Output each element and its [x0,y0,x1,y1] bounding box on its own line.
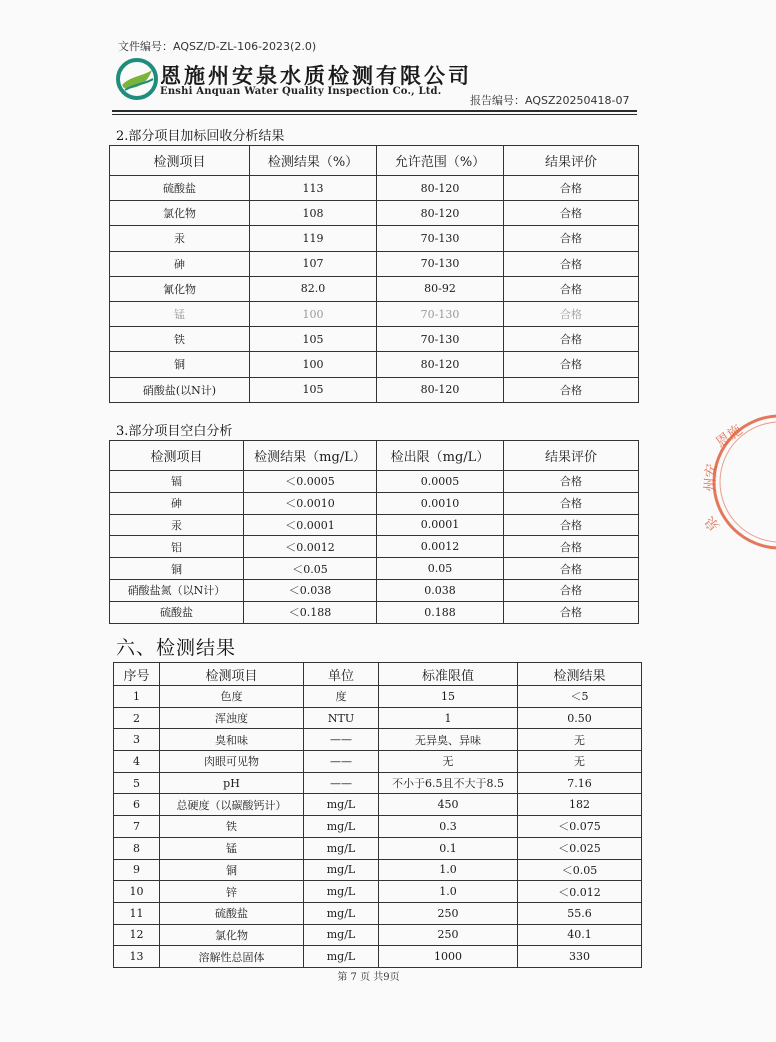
table-row [114,707,642,729]
table-cell: 无 [379,751,518,773]
table-row [114,837,642,859]
table-cell: 铁 [160,816,304,838]
table-cell: 不小于6.5且不大于8.5 [379,772,518,794]
table-cell: NTU [304,707,379,729]
table-cell: 合格 [504,226,639,251]
column-header: 单位 [304,663,379,686]
table-cell: mg/L [304,902,379,924]
table-cell: 镉 [110,471,244,493]
table-cell: ＜0.012 [518,881,642,903]
table-cell: 硫酸盐 [160,902,304,924]
table-cell: 119 [250,226,377,251]
table-cell: 80-120 [377,352,504,377]
table-cell: 0.50 [518,707,642,729]
table-cell: 铁 [110,327,250,352]
table-cell: pH [160,772,304,794]
table-row [110,536,639,558]
table-cell: mg/L [304,946,379,968]
table-cell: 7.16 [518,772,642,794]
table-cell: 113 [250,176,377,201]
table-row [114,772,642,794]
table-cell: 锰 [110,301,250,326]
table-cell: ＜0.0005 [244,471,377,493]
table-cell: 13 [114,946,160,968]
table-cell: 汞 [110,514,244,536]
table-row [114,794,642,816]
table-cell: 合格 [504,301,639,326]
table-cell: 0.05 [377,558,504,580]
table-cell: 70-130 [377,327,504,352]
header-rule [112,110,637,112]
column-header: 检测项目 [110,441,244,471]
table-cell: 铜 [110,352,250,377]
table-cell: 1 [114,686,160,708]
table-cell: 铜 [160,859,304,881]
table-cell: 0.038 [377,579,504,601]
table-row [110,514,639,536]
table-row [110,327,639,352]
table-cell: 9 [114,859,160,881]
table-cell: 合格 [504,471,639,493]
table-row [114,859,642,881]
table-cell: 108 [250,201,377,226]
table-cell: ＜0.05 [244,558,377,580]
table-cell: mg/L [304,859,379,881]
table-cell: 0.1 [379,837,518,859]
table-cell: 合格 [504,377,639,402]
table-cell: 105 [250,327,377,352]
table-cell: 合格 [504,558,639,580]
column-header: 检测项目 [110,146,250,176]
table-cell: ＜0.075 [518,816,642,838]
company-name-en: Enshi Anquan Water Quality Inspection Co., Ltd. [160,86,442,97]
table-row [114,946,642,968]
company-logo-icon [116,58,158,100]
table-cell: 40.1 [518,924,642,946]
table-header-row [110,146,639,176]
table-row [110,176,639,201]
table-cell: 无 [518,751,642,773]
table-row [114,751,642,773]
table-cell: 450 [379,794,518,816]
table-cell: 无 [518,729,642,751]
page-footer: 第 7 页 共9页 [337,972,400,983]
table-cell: 锌 [160,881,304,903]
table-cell: 合格 [504,327,639,352]
header-rule-thin [112,114,637,115]
table-row [110,276,639,301]
table-row [114,816,642,838]
column-header: 允许范围（%） [377,146,504,176]
table-row [114,902,642,924]
file-number: 文件编号：AQSZ/D-ZL-106-2023(2.0) [118,40,317,53]
table-cell: 2 [114,707,160,729]
table-cell: ＜0.0010 [244,492,377,514]
table-cell: 80-92 [377,276,504,301]
table-cell: 合格 [504,352,639,377]
table-row [114,881,642,903]
table-cell: 0.3 [379,816,518,838]
table-cell: 汞 [110,226,250,251]
table-cell: 合格 [504,176,639,201]
table-cell: 3 [114,729,160,751]
column-header: 检测结果（mg/L） [244,441,377,471]
table-cell: 182 [518,794,642,816]
table-cell: ＜0.0012 [244,536,377,558]
svg-text:泉: 泉 [701,512,724,534]
table-cell: 5 [114,772,160,794]
table-row [110,471,639,493]
table-cell: 锰 [160,837,304,859]
table-cell: 总硬度（以碳酸钙计） [160,794,304,816]
table-cell: 1 [379,707,518,729]
table-row [114,686,642,708]
table-cell: 合格 [504,276,639,301]
table-cell: 硝酸盐(以N计) [110,377,250,402]
table-cell: 0.0012 [377,536,504,558]
table-row [114,924,642,946]
table-cell: ＜5 [518,686,642,708]
table-cell: 铝 [110,536,244,558]
column-header: 检出限（mg/L） [377,441,504,471]
table-header-row [114,663,642,686]
table-cell: 1.0 [379,859,518,881]
blank-analysis-table [109,440,639,624]
table-cell: 合格 [504,579,639,601]
table-row [110,301,639,326]
table-cell: 溶解性总固体 [160,946,304,968]
table-cell: 0.0010 [377,492,504,514]
table-cell: mg/L [304,881,379,903]
recovery-table [109,145,639,403]
test-results-table [113,662,642,968]
table-row [110,377,639,402]
column-header: 检测结果 [518,663,642,686]
table-cell: 合格 [504,536,639,558]
section6-title: 六、检测结果 [116,637,237,659]
table-cell: 合格 [504,492,639,514]
table-cell: 107 [250,251,377,276]
table-cell: ＜0.0001 [244,514,377,536]
table-cell: 肉眼可见物 [160,751,304,773]
column-header: 检测结果（%） [250,146,377,176]
table-cell: 0.188 [377,601,504,623]
table-cell: 0.0005 [377,471,504,493]
table-cell: 105 [250,377,377,402]
table-cell: 色度 [160,686,304,708]
table-cell: 11 [114,902,160,924]
section2-title: 2.部分项目加标回收分析结果 [116,129,285,144]
table-cell: ＜0.188 [244,601,377,623]
column-header: 检测项目 [160,663,304,686]
table-cell: 臭和味 [160,729,304,751]
table-row [110,201,639,226]
table-cell: ＜0.038 [244,579,377,601]
table-cell: 70-130 [377,226,504,251]
table-cell: mg/L [304,794,379,816]
table-cell: 0.0001 [377,514,504,536]
table-cell: 合格 [504,201,639,226]
column-header: 标准限值 [379,663,518,686]
table-cell: 15 [379,686,518,708]
table-row [110,251,639,276]
table-cell: 合格 [504,251,639,276]
section3-title: 3.部分项目空白分析 [116,424,233,439]
table-cell: 1.0 [379,881,518,903]
table-cell: mg/L [304,816,379,838]
column-header: 结果评价 [504,146,639,176]
table-row [114,729,642,751]
table-cell: 砷 [110,492,244,514]
table-cell: 70-130 [377,301,504,326]
table-cell: ＜0.025 [518,837,642,859]
table-cell: 55.6 [518,902,642,924]
table-cell: 浑浊度 [160,707,304,729]
table-cell: 1000 [379,946,518,968]
table-cell: 80-120 [377,176,504,201]
table-cell: 氯化物 [110,201,250,226]
table-row [110,558,639,580]
svg-text:恩施: 恩施 [713,422,746,452]
svg-text:州安: 州安 [702,463,721,493]
table-header-row [110,441,639,471]
column-header: 结果评价 [504,441,639,471]
table-cell: 8 [114,837,160,859]
table-cell: 10 [114,881,160,903]
table-cell: ＜0.05 [518,859,642,881]
table-cell: 氯化物 [160,924,304,946]
report-number: 报告编号：AQSZ20250418-07 [470,94,630,107]
table-cell: 70-130 [377,251,504,276]
table-cell: 硝酸盐氮（以N计） [110,579,244,601]
table-cell: 250 [379,902,518,924]
table-cell: 4 [114,751,160,773]
table-cell: —— [304,729,379,751]
table-cell: 氰化物 [110,276,250,301]
table-cell: —— [304,772,379,794]
table-row [110,226,639,251]
table-cell: 330 [518,946,642,968]
table-cell: 无异臭、异味 [379,729,518,751]
company-seal [701,408,776,556]
table-cell: 80-120 [377,201,504,226]
table-cell: 铜 [110,558,244,580]
table-cell: 100 [250,352,377,377]
table-cell: 硫酸盐 [110,601,244,623]
table-cell: 80-120 [377,377,504,402]
table-cell: 硫酸盐 [110,176,250,201]
table-cell: 合格 [504,514,639,536]
table-cell: 度 [304,686,379,708]
company-name-cn: 恩施州安泉水质检测有限公司 [160,63,472,88]
table-cell: —— [304,751,379,773]
column-header: 序号 [114,663,160,686]
table-cell: mg/L [304,924,379,946]
table-cell: 合格 [504,601,639,623]
table-row [110,601,639,623]
table-cell: 82.0 [250,276,377,301]
table-cell: 砷 [110,251,250,276]
table-cell: 250 [379,924,518,946]
table-cell: mg/L [304,837,379,859]
table-row [110,352,639,377]
table-row [110,579,639,601]
table-cell: 6 [114,794,160,816]
table-cell: 7 [114,816,160,838]
table-row [110,492,639,514]
table-cell: 12 [114,924,160,946]
table-cell: 100 [250,301,377,326]
